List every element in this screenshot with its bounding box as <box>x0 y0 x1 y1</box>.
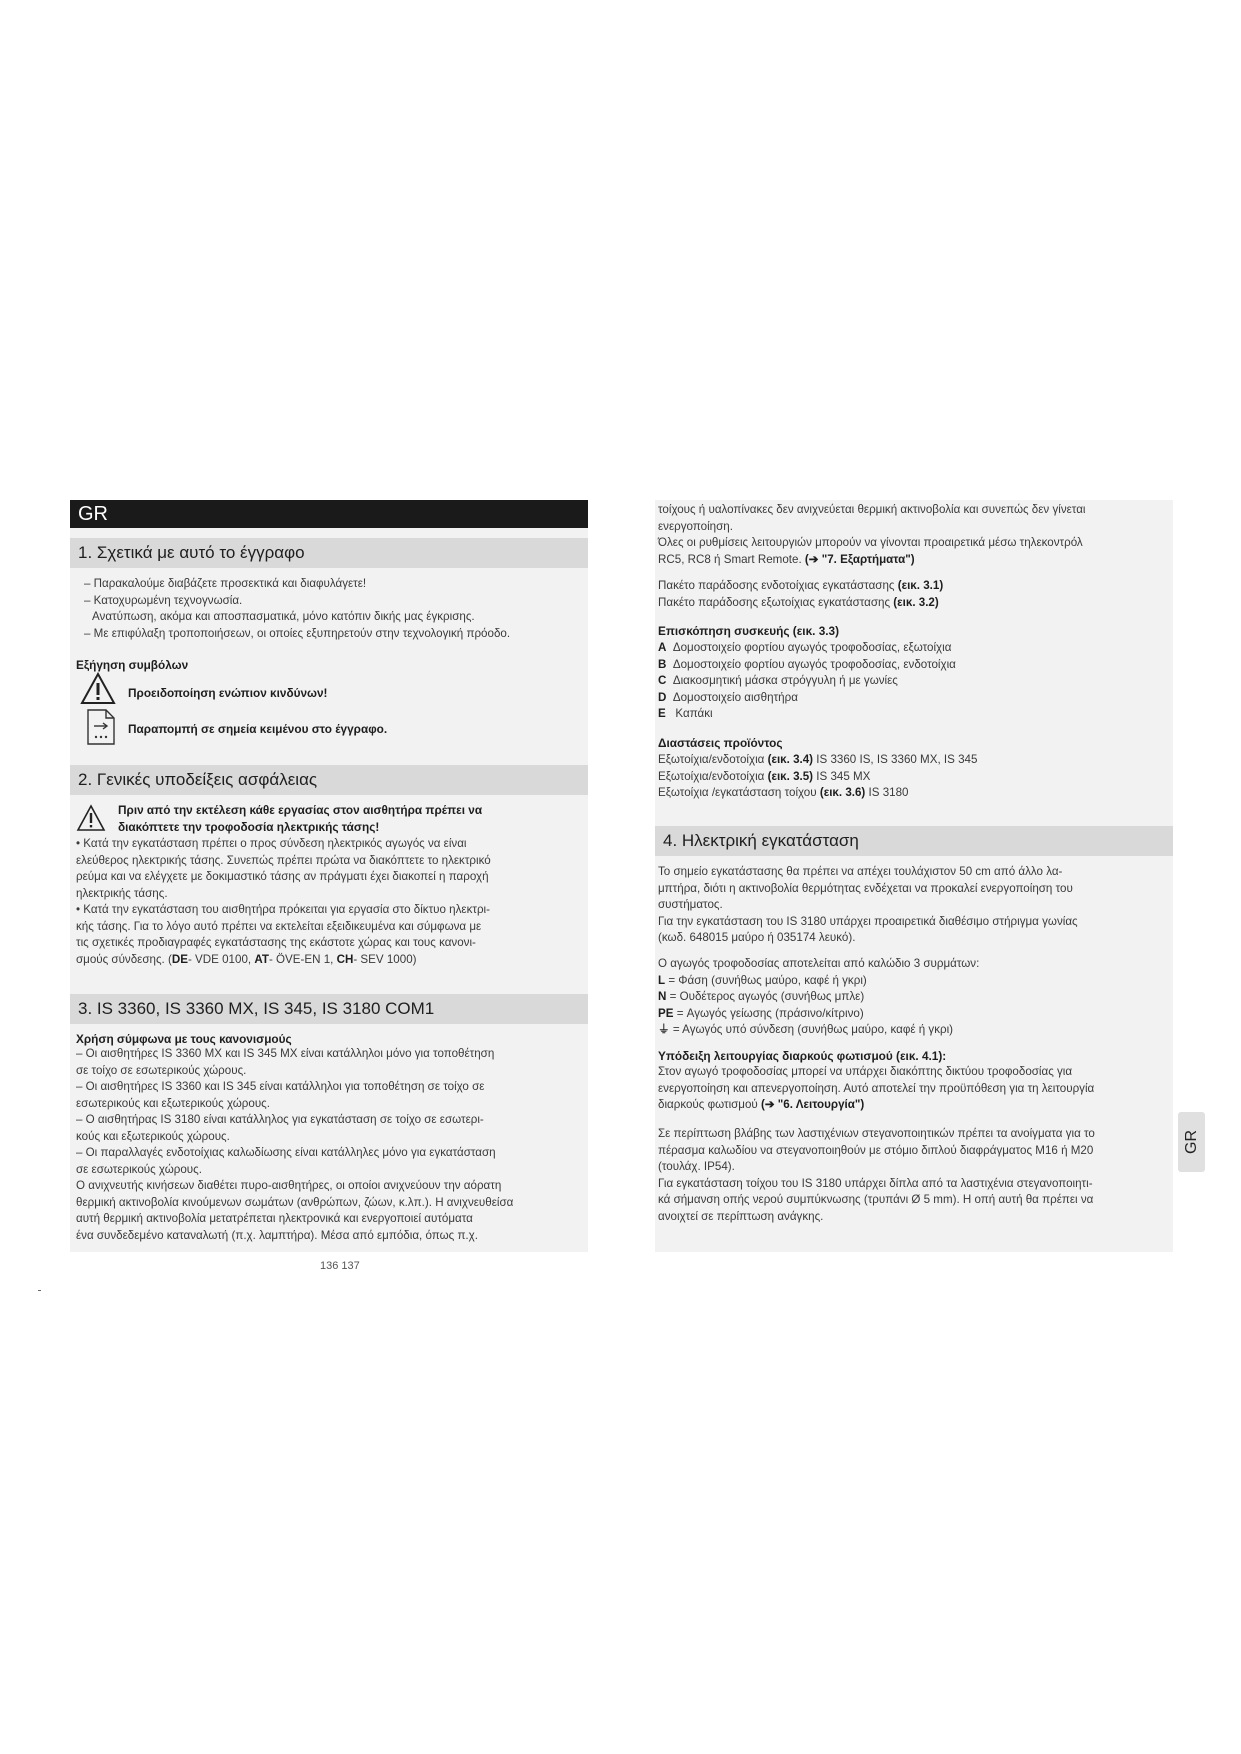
package-1-fig: (εικ. 3.1) <box>897 579 944 592</box>
overview-value: Δομοστοιχείο φορτίου αγωγός τροφοδοσίας, ενδοτοίχια <box>672 657 956 671</box>
standard-ch: CH <box>336 952 354 966</box>
wire-desc: = Αγωγός γείωσης (πράσινο/κίτρινο) <box>673 1006 864 1020</box>
wire-item <box>658 1006 1168 1023</box>
section-4-title: 4. Ηλεκτρική εγκατάσταση <box>655 826 1173 856</box>
s1-line: – Κατοχυρωμένη τεχνογνωσία. <box>84 593 243 607</box>
hint-line: ενεργοποίηση και απενεργοποίηση. Αυτό αποτελεί την προϋπόθεση για τη λειτουργία <box>658 1081 1095 1095</box>
s3-line: – Ο αισθητήρας IS 3180 είναι κατάλληλος για εγκατάσταση σε τοίχο σε εσωτερι- <box>76 1113 484 1126</box>
intro-line: ενεργοποίηση. <box>658 519 733 533</box>
wire-item <box>658 989 1168 1006</box>
wire-key: PE <box>658 1006 674 1020</box>
continuous-light-text <box>658 1064 1168 1114</box>
s2-line: • Κατά την εγκατάσταση πρέπει ο προς σύνδεση ηλεκτρικός αγωγός να είναι <box>76 837 467 850</box>
package-line <box>658 595 1168 612</box>
dimension-type: Εξωτοίχια/ενδοτοίχια <box>658 769 768 783</box>
dimension-type: Εξωτοίχια/ενδοτοίχια <box>658 753 768 766</box>
section-3-text <box>76 1046 586 1244</box>
dimension-item <box>658 769 1168 786</box>
s3-line: κούς και εξωτερικούς χώρους. <box>76 1129 230 1143</box>
hint-text: διαρκούς φωτισμού <box>658 1098 761 1111</box>
device-overview-title: Επισκόπηση συσκευής (εικ. 3.3) <box>658 624 840 638</box>
s3-line: ένα συνδεδεμένο καταναλωτή (π.χ. λαμπτήρα). Μέσα από εμπόδια, όπως π.χ. <box>76 1228 478 1242</box>
section-2-title: 2. Γενικές υποδείξεις ασφάλειας <box>70 765 588 795</box>
overview-key: B <box>658 657 667 671</box>
s3-line: θερμική ακτινοβολία κινούμενων σωμάτων (ανθρώπων, ζώων, κ.λπ.). Η ανιχνευθείσα <box>76 1195 514 1209</box>
overview-item <box>658 657 1168 674</box>
intro-line: Όλες οι ρυθμίσεις λειτουργιών μπορούν να γίνονται προαιρετικά μέσω τηλεκοντρόλ <box>658 536 1083 549</box>
seals-line: πέρασμα καλωδίου να στεγανοποιηθούν με στόμιο διπλού διαφράγματος M16 ή M20 <box>658 1143 1094 1157</box>
s2-line: • Κατά την εγκατάσταση του αισθητήρα πρόκειται για εργασία στο δίκτυο ηλεκτρι- <box>76 903 490 916</box>
standard-de-text: - VDE 0100, <box>187 952 255 966</box>
s3-line: εσωτερικούς και εξωτερικούς χώρους. <box>76 1096 270 1110</box>
s1-line: Ανατύπωση, ακόμα και αποσπασματικά, μόνο κατόπιν δικής μας έγκρισης. <box>92 610 475 623</box>
s2-line: τις σχετικές προδιαγραφές εγκατάστασης της εκάστοτε χώρας και τους κανονι- <box>76 936 476 949</box>
s4-line: μπτήρα, διότι η ακτινοβολία θερμότητας ενδέχεται να προκαλεί ενεργοποίηση του <box>658 881 1073 895</box>
seals-line: (τουλάχ. IP54). <box>658 1160 735 1173</box>
section-2-text <box>76 836 586 968</box>
s1-line: – Με επιφύλαξη τροποποιήσεων, οι οποίες εξυπηρετούν στην τεχνολογική πρόοδο. <box>84 626 511 640</box>
s4-line: Για την εγκατάσταση του IS 3180 υπάρχει προαιρετικά διαθέσιμο στήριγμα γωνίας <box>658 914 1078 928</box>
dimension-item <box>658 785 1168 802</box>
right-intro-text <box>658 502 1168 568</box>
standards-prefix: σμούς σύνδεσης. ( <box>76 952 172 966</box>
accessories-reference[interactable]: (➔ "7. Εξαρτήματα") <box>804 552 915 566</box>
delivery-packages <box>658 578 1168 611</box>
s2-line: ελεύθερος ηλεκτρικής τάσης. Συνεπώς πρέπει πρώτα να διακόπτετε το ηλεκτρικό <box>76 853 491 867</box>
overview-value: Δομοστοιχείο αισθητήρα <box>672 690 798 704</box>
overview-item <box>658 706 1168 723</box>
s4-line: (κωδ. 648015 μαύρο ή 035174 λευκό). <box>658 931 856 944</box>
warning-line-1: Πριν από την εκτέλεση κάθε εργασίας στον αισθητήρα πρέπει να <box>118 803 483 817</box>
s3-line: σε τοίχο σε εσωτερικούς χώρους. <box>76 1063 247 1077</box>
s2-line: ηλεκτρικής τάσης. <box>76 886 168 900</box>
ground-symbol-icon: ⏚ <box>658 1023 670 1036</box>
package-1-text: Πακέτο παράδοσης ενδοτοίχιας εγκατάστασης <box>658 579 898 592</box>
continuous-light-title: Υπόδειξη λειτουργίας διαρκούς φωτισμού (εικ. 4.1): <box>658 1049 947 1063</box>
warning-triangle-icon <box>80 672 116 705</box>
overview-item <box>658 640 1168 657</box>
dimension-type: Εξωτοίχια /εγκατάσταση τοίχου <box>658 786 820 799</box>
dimension-fig: (εικ. 3.6) <box>819 786 866 799</box>
standard-at-text: - ÖVE-EN 1, <box>268 952 337 966</box>
dimension-fig: (εικ. 3.4) <box>767 753 814 766</box>
s3-line: – Οι αισθητήρες IS 3360 MX και IS 345 MX είναι κατάλληλοι μόνο για τοποθέτηση <box>76 1047 495 1060</box>
wire-key: N <box>658 990 667 1003</box>
operation-reference[interactable]: (➔ "6. Λειτουργία") <box>761 1098 865 1111</box>
document-reference-icon <box>86 708 116 746</box>
package-2-text: Πακέτο παράδοσης εξωτοίχιας εγκατάστασης <box>658 595 894 609</box>
s3-line: αυτή θερμική ακτινοβολία μετατρέπεται ηλεκτρονικά και ενεργοποιεί αυτόματα <box>76 1212 473 1225</box>
section-4-text <box>658 864 1168 947</box>
dimension-models: IS 3180 <box>865 786 909 799</box>
s2-line: κής τάσης. Για το λόγο αυτό πρέπει να εκτελείται εξειδικευμένα και σύμφωνα με <box>76 919 482 933</box>
wire-key: L <box>658 973 666 987</box>
warning-line-2: διακόπτετε την τροφοδοσία ηλεκτρικής τάσης! <box>118 820 380 834</box>
section-1-text <box>84 576 584 642</box>
wires-block <box>658 956 1168 1039</box>
s1-line: – Παρακαλούμε διαβάζετε προσεκτικά και διαφυλάγετε! <box>84 577 367 590</box>
language-banner: GR <box>70 500 588 528</box>
dimensions-list <box>658 752 1168 802</box>
standard-ch-text: - SEV 1000) <box>353 952 417 966</box>
language-side-tab <box>1178 1112 1205 1172</box>
package-line <box>658 578 1168 595</box>
remote-text: RC5, RC8 ή Smart Remote. <box>658 552 805 566</box>
overview-key: E <box>658 707 666 720</box>
seals-line: Για εγκατάσταση τοίχου του IS 3180 υπάρχει δίπλα από τα λαστιχένια στεγανοποιητι- <box>658 1176 1093 1190</box>
wire-item <box>658 1022 1168 1039</box>
dimension-models: IS 345 MX <box>813 769 871 783</box>
standard-de: DE <box>171 952 188 966</box>
dimension-item <box>658 752 1168 769</box>
section-1-title: 1. Σχετικά με αυτό το έγγραφο <box>70 538 588 568</box>
dimension-fig: (εικ. 3.5) <box>767 769 814 783</box>
seals-line: Σε περίπτωση βλάβης των λαστιχένιων στεγανοποιητικών πρέπει τα ανοίγματα για το <box>658 1127 1095 1140</box>
wires-intro: Ο αγωγός τροφοδοσίας αποτελείται από καλώδιο 3 συρμάτων: <box>658 957 980 970</box>
remote-line <box>658 552 1168 569</box>
seals-line: ανοιχτεί σε περίπτωση ανάγκης. <box>658 1209 824 1223</box>
seals-line: κά σήμανση οπής νερού συμπύκνωσης (τρυπάνι Ø 5 mm). Η οπή αυτή θα πρέπει να <box>658 1193 1094 1206</box>
wire-item <box>658 973 1168 990</box>
overview-key: D <box>658 690 667 704</box>
overview-key: C <box>658 674 667 687</box>
hint-line <box>658 1097 1168 1114</box>
device-overview-list <box>658 640 1168 723</box>
hint-line: Στον αγωγό τροφοδοσίας μπορεί να υπάρχει διακόπτης δικτύου τροφοδοσίας για <box>658 1065 1073 1078</box>
s3-line: Ο ανιχνευτής κινήσεων διαθέτει πυρο-αισθητήρες, οι οποίοι ανιχνεύουν την αόρατη <box>76 1179 502 1192</box>
s4-line: συστήματος. <box>658 898 723 911</box>
warning-triangle-icon <box>76 804 106 832</box>
stray-mark <box>38 1290 41 1291</box>
page-numbers: 136 137 <box>320 1260 360 1272</box>
wire-desc: = Φάση (συνήθως μαύρο, καφέ ή γκρι) <box>665 973 867 987</box>
symbol-warning-label: Προειδοποίηση ενώπιον κινδύνων! <box>128 686 328 700</box>
section-3-title: 3. IS 3360, IS 3360 MX, IS 345, IS 3180 COM1 <box>70 994 588 1024</box>
s4-line: Το σημείο εγκατάστασης θα πρέπει να απέχει τουλάχιστον 50 cm από άλλο λα- <box>658 865 1063 878</box>
standard-at: AT <box>254 952 269 966</box>
overview-key: A <box>658 641 667 654</box>
symbol-reference-label: Παραπομπή σε σημεία κειμένου στο έγγραφο. <box>128 722 388 736</box>
dimensions-title: Διαστάσεις προϊόντος <box>658 736 783 750</box>
overview-item <box>658 673 1168 690</box>
overview-value: Καπάκι <box>675 707 713 720</box>
package-2-fig: (εικ. 3.2) <box>893 595 939 609</box>
s3-line: σε εσωτερικούς χώρους. <box>76 1162 202 1176</box>
overview-value: Δομοστοιχείο φορτίου αγωγός τροφοδοσίας, εξωτοίχια <box>672 641 952 654</box>
seals-text <box>658 1126 1168 1225</box>
s2-line: ρεύμα και να ελέγχετε με δοκιμαστικό τάσης αν πράγματι έχει διακοπεί η παροχή <box>76 870 489 883</box>
wire-desc: = Αγωγός υπό σύνδεση (συνήθως μαύρο, καφέ ή γκρι) <box>669 1023 954 1036</box>
s3-line: – Οι αισθητήρες IS 3360 και IS 345 είναι κατάλληλοι για τοποθέτηση σε τοίχο σε <box>76 1080 485 1093</box>
s2-standards-line <box>76 952 586 969</box>
intro-line: τοίχους ή υαλοπίνακες δεν ανιχνεύεται θερμική ακτινοβολία και συνεπώς δεν γίνεται <box>658 503 1086 516</box>
wire-desc: = Ουδέτερος αγωγός (συνήθως μπλε) <box>666 990 865 1003</box>
overview-item <box>658 690 1168 707</box>
s3-line: – Οι παραλλαγές ενδοτοίχιας καλωδίωσης είναι κατάλληλες μόνο για εγκατάσταση <box>76 1146 496 1159</box>
intended-use-title: Χρήση σύμφωνα με τους κανονισμούς <box>76 1032 292 1046</box>
side-tab-label: GR <box>1182 1130 1200 1154</box>
dimension-models: IS 3360 IS, IS 3360 MX, IS 345 <box>813 753 978 766</box>
overview-value: Διακοσμητική μάσκα στρόγγυλη ή με γωνίες <box>672 674 898 687</box>
symbols-title: Εξήγηση συμβόλων <box>76 658 189 672</box>
